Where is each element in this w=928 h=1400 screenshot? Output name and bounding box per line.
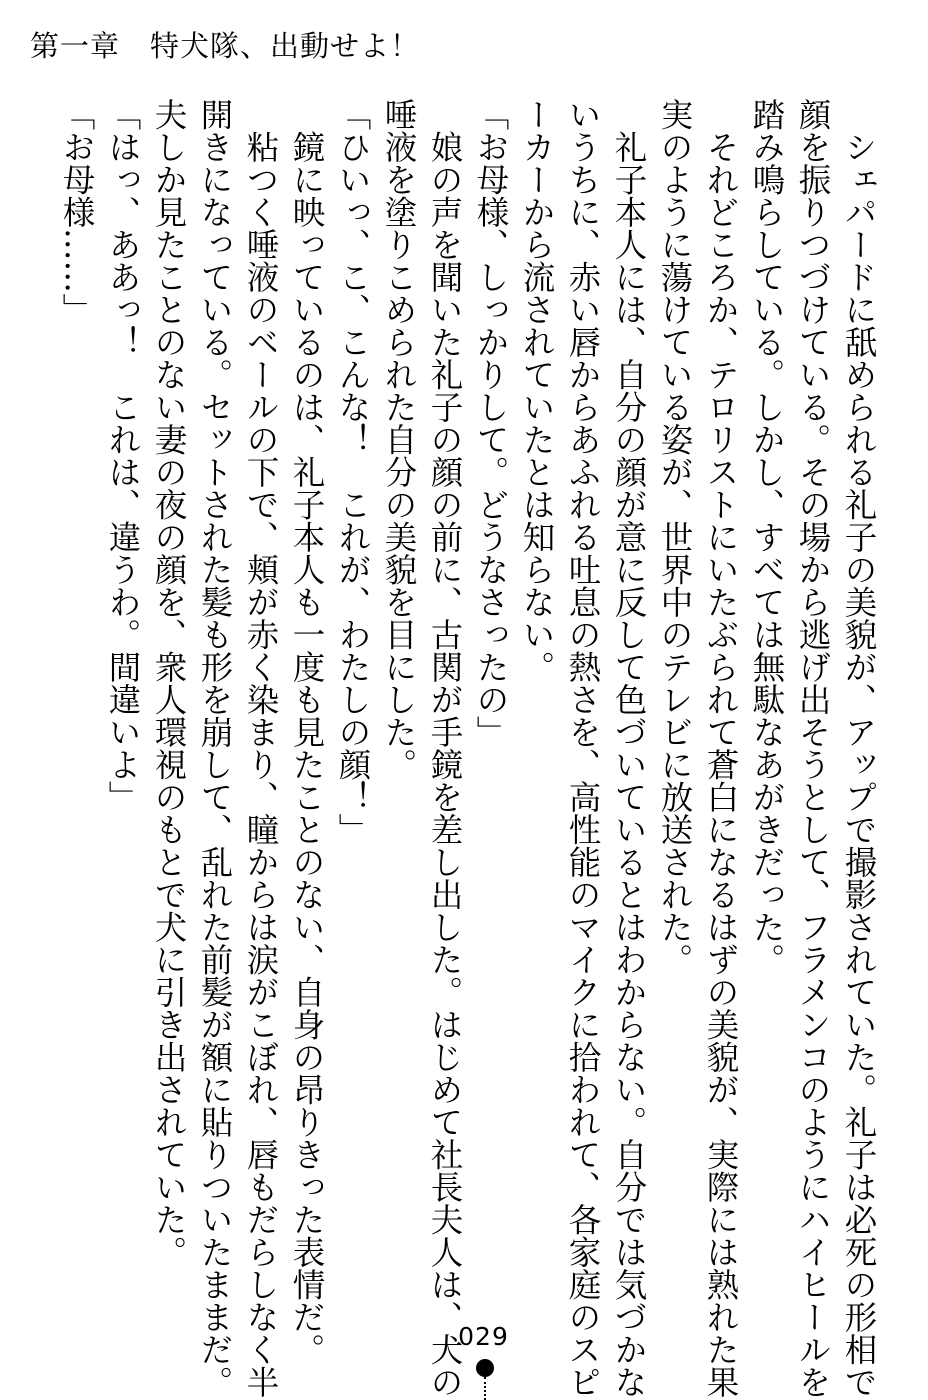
page-marker-dot (476, 1359, 494, 1377)
text-line: 娘の声を聞いた礼子の顔の前に、古関が手鏡を差し出した。はじめて社長夫人は、犬の (426, 98, 464, 1398)
text-line: 「お母様、しっかりして。どうなさったの」 (472, 98, 510, 748)
text-line: 夫しか見たことのない妻の夜の顔を、衆人環視のもとで犬に引き出されていた。 (150, 98, 188, 1268)
text-line: シェパードに舐められる礼子の美貌が、アップで撮影されていた。礼子は必死の形相で (840, 98, 878, 1398)
text-line: それどころか、テロリストにいたぶられて蒼白になるはずの美貌が、実際には熟れた果 (702, 98, 740, 1398)
text-line: 開きになっている。セットされた髪も形を崩して、乱れた前髪が額に貼りついたままだ。 (196, 98, 234, 1398)
text-line: いうちに、赤い唇からあふれる吐息の熱さを、高性能のマイクに拾われて、各家庭のスピ (564, 98, 602, 1398)
text-line: 鏡に映っているのは、礼子本人も一度も見たことのない、自身の昂りきった表情だ。 (288, 98, 326, 1366)
text-line: 顔を振りつづけている。その場から逃げ出そうとして、フラメンコのようにハイヒールを (794, 98, 832, 1398)
text-line: 踏み鳴らしている。しかし、すべては無駄なあがきだった。 (748, 98, 786, 976)
text-line: 唾液を塗りこめられた自分の美貌を目にした。 (380, 98, 418, 781)
text-line: 「はっ、ああっ！ これは、違うわ。間違いよ」 (104, 98, 142, 813)
running-header: 第一章 特犬隊、出動せよ！ (30, 29, 421, 63)
text-line: 「ひいっ、こ、こんな！ これが、わたしの顔！」 (334, 98, 372, 846)
text-line: ーカーから流されていたとは知らない。 (518, 98, 556, 683)
text-line: 実のように蕩けている姿が、世界中のテレビに放送された。 (656, 98, 694, 976)
text-line: 礼子本人には、自分の顔が意に反して色づいているとはわからない。自分では気づかな (610, 98, 648, 1398)
text-line: 「お母様……」 (58, 98, 96, 326)
page-number: 029 (458, 1322, 509, 1351)
page-marker-line (484, 1377, 486, 1400)
text-line: 粘つく唾液のベールの下で、頬が赤く染まり、瞳からは涙がこぼれ、唇もだらしなく半 (242, 98, 280, 1398)
